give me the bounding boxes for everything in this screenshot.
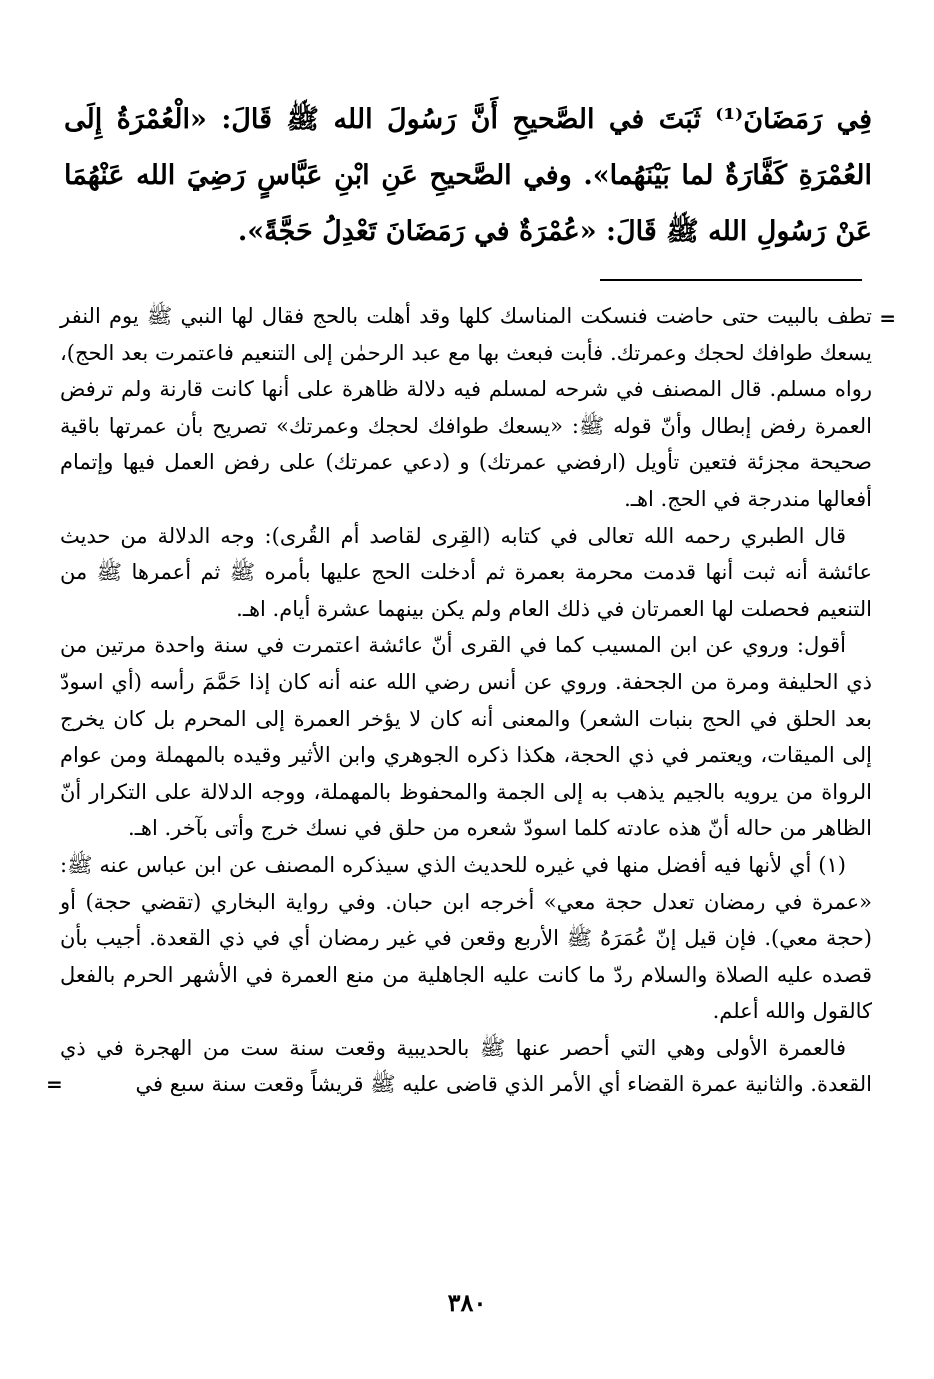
footnote-paragraph-1: تطف بالبيت حتى حاضت فنسكت المناسك كلها وقد أهلت بالحج فقال لها النبي ﷺ يوم النفر يسعك طوافك لحجك وعمرتك. فأبت فبعث بها مع عبد الرحمٰن إلى التنعيم فاعتمرت بعد الحج)، رواه مسلم. قال المصنف في شرحه لمسلم فيه دلالة ظاهرة على أنها كانت قارنة ولم ترفض العمرة رفض إبطال وأنّ قوله ﷺ: «يسعك طوافك لحجك وعمرتك» تصريح بأن عمرتها باقية صحيحة مجزئة فتعين تأويل (ارفضي عمرتك) و (دعي عمرتك) على رفض العمل فيها وإتمام أفعالها مندرجة في الحج. اهـ. [60, 304, 872, 511]
footnote-paragraph-2: قال الطبري رحمه الله تعالى في كتابه (القِرى لقاصد أم القُرى): وجه الدلالة من حديث عائشة أنه ثبت أنها قدمت محرمة بعمرة ثم أدخلت الحج عليها بأمره ﷺ ثم أعمرها ﷺ من التنعيم فحصلت لها العمرتان في ذلك العام ولم يكن بينهما عشرة أيام. اهـ. [60, 523, 872, 621]
footnotes-block [46, 298, 896, 1103]
page-number: ٣٨٠ [447, 1288, 487, 1317]
footnote-continuation-end-mark: = [46, 1072, 63, 1097]
footnote-continuation-start-mark: = [879, 306, 896, 330]
footnote-paragraph-3: أقول: وروي عن ابن المسيب كما في القرى أنّ عائشة اعتمرت في سنة واحدة مرتين من ذي الحليفة ومرة من الجحفة. وروي عن أنس رضي الله عنه أنه كان إذا حَمَّمَ رأسه (أي اسودّ بعد الحلق في الحج بنبات الشعر) والمعنى أنه كان لا يؤخر العمرة إلى المحرم بل كان يخرج إلى الميقات، ويعتمر في ذي الحجة، هكذا ذكره الجوهري وابن الأثير وقيده بالمهملة ومن عوام الرواة من يرويه بالجيم يذهب به إلى الجمة والمحفوظ بالمهملة، ووجه الدلالة على التكرار أنّ الظاهر من حاله أنّ هذه عادته كلما اسودّ شعره من حلق في نسك خرج وأتى بآخر. اهـ. [60, 633, 872, 841]
footnote-paragraph-5: فالعمرة الأولى وهي التي أحصر عنها ﷺ بالحديبية وقعت سنة ست من الهجرة في ذي القعدة. والثانية عمرة القضاء أي الأمر الذي قاضى عليه ﷺ قريشاً وقعت سنة سبع في [60, 1035, 872, 1097]
footnote-paragraph-4: (١) أي لأنها فيه أفضل منها في غيره للحديث الذي سيذكره المصنف عن ابن عباس عنه ﷺ: «عمرة في رمضان تعدل حجة معي» أخرجه ابن حبان. وفي رواية البخاري (تقضي حجة) أو (حجة معي). فإن قيل إنّ عُمَرَهُ ﷺ الأربع وقعن في غير رمضان أي في ذي القعدة. أجيب بأن قصده عليه الصلاة والسلام ردّ ما كانت عليه الجاهلية من منع العمرة في الأشهر الحرم بالفعل كالقول والله أعلم. [60, 852, 873, 1024]
main-paragraph: فِي رَمَضَانَ⁽¹⁾ ثَبَتَ في الصَّحيحِ أَنَّ رَسُولَ الله ﷺ قَالَ: «الْعُمْرَةُ إِلَى العُمْرَةِ كَفَّارَةٌ لما بَيْنَهُما». وفي الصَّحيحِ عَنِ ابْنِ عَبَّاسٍ رَضِيَ الله عَنْهُمَا عَنْ رَسُولِ الله ﷺ قَالَ: «عُمْرَةٌ في رَمَضَانَ تَعْدِلُ حَجَّةً». [64, 104, 872, 247]
main-text-block [64, 92, 872, 260]
footnote-separator-line [600, 279, 862, 281]
